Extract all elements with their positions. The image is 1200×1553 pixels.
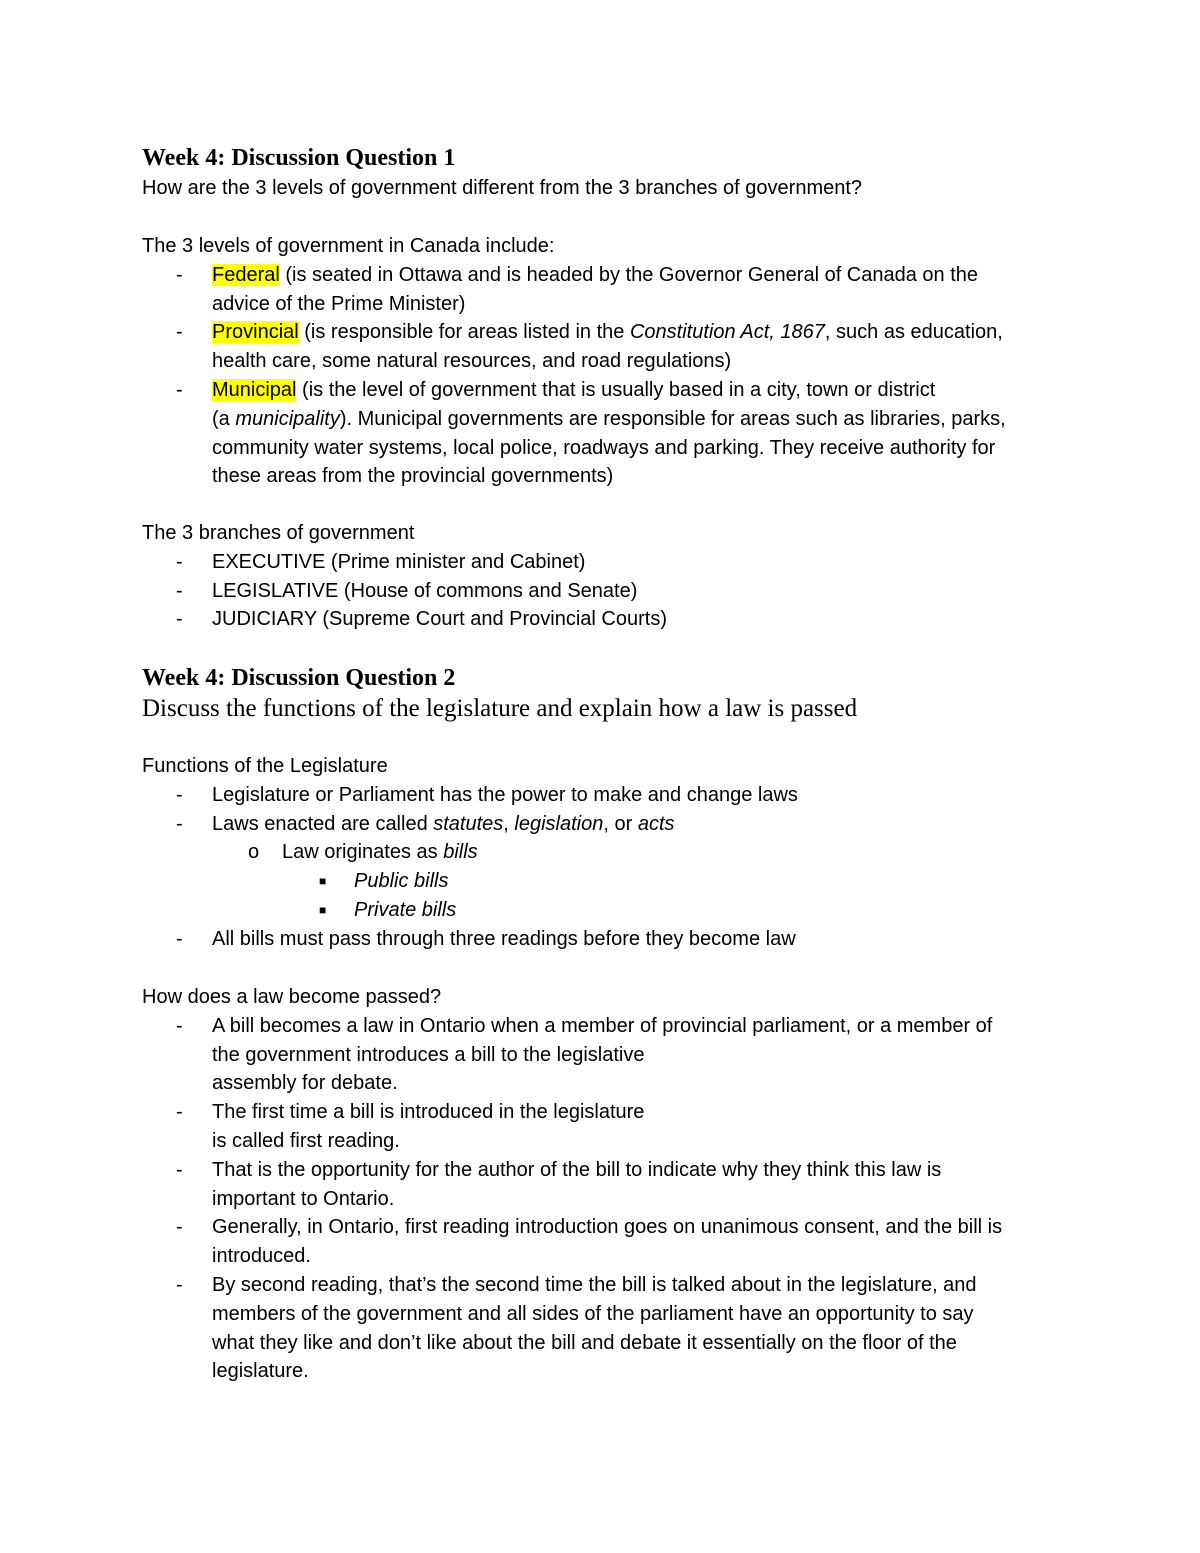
bill-types-list — [282, 867, 798, 925]
provincial-desc-post: , such as education, — [824, 321, 1003, 344]
branch-judiciary: JUDICIARY (Supreme Court and Provincial Courts) — [212, 608, 667, 631]
municipal-desc-2-post: ). Municipal governments are responsible for areas such as libraries, parks, — [339, 407, 1006, 430]
municipal-desc-1: (is the level of government that is usually based in a city, town or district — [296, 378, 936, 401]
branch-executive: EXECUTIVE (Prime minister and Cabinet) — [212, 550, 586, 573]
step-3-line-2: important to Ontario. — [212, 1187, 395, 1210]
federal-desc-1: (is seated in Ottawa and is headed by the Governor General of Canada on the — [279, 263, 979, 286]
list-item-function-3 — [142, 925, 798, 954]
dash-marker: - — [176, 1158, 183, 1181]
step-4-line-1: Generally, in Ontario, first reading introduction goes on unanimous consent, and the bill is — [212, 1216, 1003, 1239]
term-statutes: statutes — [433, 812, 504, 835]
list-item-federal — [142, 261, 1006, 319]
originates-pre: Law originates as — [282, 841, 444, 864]
term-legislation: legislation — [514, 812, 604, 835]
or-separator: , or — [603, 812, 638, 835]
list-item-municipal — [142, 376, 1006, 491]
federal-term: Federal — [212, 263, 280, 286]
dash-marker: - — [176, 812, 183, 835]
constitution-act: Constitution Act, 1867 — [629, 321, 825, 344]
step-1-line-2: the government introduces a bill to the legislative — [212, 1043, 645, 1066]
term-acts: acts — [637, 812, 675, 835]
step-4-line-2: introduced. — [212, 1245, 311, 1268]
square-marker: ■ — [319, 902, 327, 917]
originates-list — [212, 838, 798, 924]
municipality-term: municipality — [235, 407, 340, 430]
passing-section — [142, 983, 1002, 1386]
dash-marker: - — [176, 263, 183, 286]
levels-section — [142, 232, 1006, 491]
provincial-desc-2: health care, some natural resources, and road regulations) — [212, 350, 732, 373]
term-bills: bills — [443, 841, 478, 864]
square-marker: ■ — [319, 874, 327, 889]
dash-marker: - — [176, 1216, 183, 1239]
list-item-step-5 — [142, 1271, 1002, 1386]
list-item-function-1 — [142, 781, 798, 810]
functions-intro: Functions of the Legislature — [142, 755, 388, 777]
steps-list — [142, 1012, 1002, 1386]
circle-marker: o — [248, 841, 260, 864]
step-5-line-1: By second reading, that’s the second time the bill is talked about in the legislature, and — [212, 1273, 977, 1296]
private-bills: Private bills — [354, 898, 457, 921]
list-item-step-4 — [142, 1213, 1002, 1271]
q1-question: How are the 3 levels of government different from the 3 branches of government? — [142, 177, 863, 199]
list-item-judiciary — [142, 605, 667, 634]
dash-marker: - — [176, 550, 183, 573]
dash-marker: - — [176, 927, 183, 950]
how-intro: How does a law become passed? — [142, 986, 442, 1008]
public-bills: Public bills — [354, 870, 449, 893]
list-item-step-2 — [142, 1098, 1002, 1156]
list-item-legislative — [142, 577, 667, 606]
list-item-function-2 — [142, 810, 798, 925]
function-1: Legislature or Parliament has the power to make and change laws — [212, 783, 798, 806]
list-item-step-3 — [142, 1156, 1002, 1214]
step-5-line-4: legislature. — [212, 1360, 309, 1383]
list-item-step-1 — [142, 1012, 1002, 1098]
dash-marker: - — [176, 378, 183, 401]
q2-heading: Week 4: Discussion Question 2 — [142, 665, 456, 691]
list-item-executive — [142, 548, 667, 577]
function-3: All bills must pass through three readings before they become law — [212, 927, 796, 950]
dash-marker: - — [176, 321, 183, 344]
dash-marker: - — [176, 1101, 183, 1124]
municipal-term: Municipal — [212, 378, 297, 401]
q2-block — [142, 664, 857, 724]
branch-legislative: LEGISLATIVE (House of commons and Senate) — [212, 579, 638, 602]
levels-list — [142, 261, 1006, 491]
q1-heading: Week 4: Discussion Question 1 — [142, 145, 456, 171]
list-item-private-bills — [282, 896, 798, 925]
municipal-desc-2-pre: (a — [212, 407, 236, 430]
list-item-provincial — [142, 318, 1006, 376]
municipal-desc-4: these areas from the provincial governments) — [212, 465, 614, 488]
municipal-desc-3: community water systems, local police, roadways and parking. They receive authority for — [212, 436, 996, 459]
functions-list — [142, 781, 798, 954]
step-1-line-1: A bill becomes a law in Ontario when a member of provincial parliament, or a member of — [212, 1014, 993, 1037]
step-3-line-1: That is the opportunity for the author of the bill to indicate why they think this law is — [212, 1158, 942, 1181]
branches-list — [142, 548, 667, 634]
dash-marker: - — [176, 783, 183, 806]
branches-section — [142, 519, 667, 634]
levels-intro: The 3 levels of government in Canada include: — [142, 235, 555, 257]
dash-marker: - — [176, 579, 183, 602]
branches-intro: The 3 branches of government — [142, 522, 415, 544]
step-1-line-3: assembly for debate. — [212, 1072, 398, 1095]
step-5-line-2: members of the government and all sides of the parliament have an opportunity to say — [212, 1302, 974, 1325]
functions-section — [142, 752, 798, 954]
provincial-term: Provincial — [212, 321, 299, 344]
provincial-desc-pre: (is responsible for areas listed in the — [298, 321, 630, 344]
function-2-pre: Laws enacted are called — [212, 812, 434, 835]
step-2-line-1: The first time a bill is introduced in the legislature — [212, 1101, 645, 1124]
federal-desc-2: advice of the Prime Minister) — [212, 292, 466, 315]
step-5-line-3: what they like and don’t like about the bill and debate it essentially on the floor of the — [212, 1331, 957, 1354]
q2-question: Discuss the functions of the legislature and explain how a law is passed — [142, 695, 858, 722]
comma-separator: , — [503, 812, 515, 835]
list-item-public-bills — [282, 867, 798, 896]
dash-marker: - — [176, 1014, 183, 1037]
dash-marker: - — [176, 608, 183, 631]
list-item-originates — [212, 838, 798, 924]
step-2-line-2: is called first reading. — [212, 1129, 400, 1152]
dash-marker: - — [176, 1273, 183, 1296]
q1-block — [142, 144, 862, 203]
